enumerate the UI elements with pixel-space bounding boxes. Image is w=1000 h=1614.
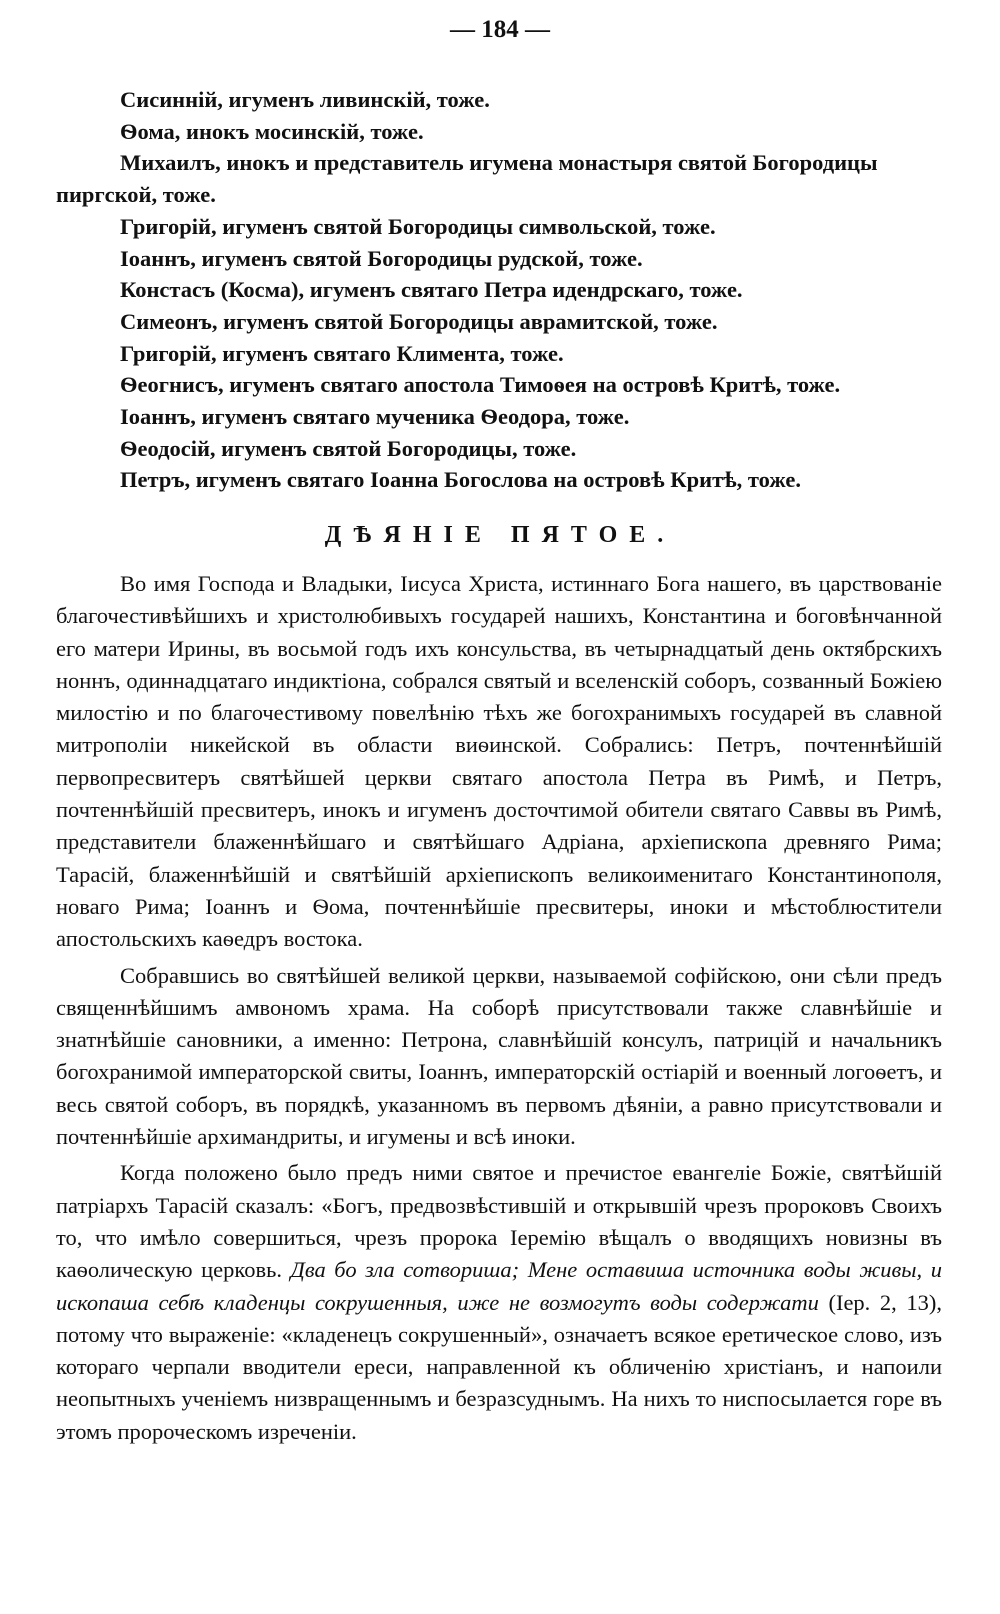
signatory-line: Сисинній, игуменъ ливинскій, тоже. [120,87,490,112]
signatory-line: Михаилъ, инокъ и представитель игумена монастыря святой Богородицы пиргской, тоже. [56,150,878,208]
signatories-list [56,84,942,496]
section-heading: ДѢЯНІЕ ПЯТОЕ. [324,522,676,548]
signatory-line: Констасъ (Косма), игуменъ святаго Петра идендрскаго, тоже. [120,277,743,303]
paragraph: Собравшись во святѣйшей великой церкви, называемой софійскою, они сѣли предъ священнѣйшимъ амвономъ храма. На соборѣ присутствовали также славнѣйшіе и знатнѣйшіе сановники, а именно: Петрона, славнѣйшій консулъ, патрицій и начальникъ богохранимой императорской свиты, Іоаннъ, императорскій остіарій и военный логоѳетъ, и весь святой соборъ, въ порядкѣ, указанномъ въ первомъ дѣяніи, а равно присутствовали и почтеннѣйшіе архимандриты, и игумены и всѣ иноки. [56,962,942,1150]
paragraph-text: (Іер. 2, 13), потому что выраженіе: «кладенецъ сокрушенный», означаетъ всякое еретическое слово, изъ котораго черпали вводители ереси, направленной къ обличенію христіанъ, и напоили неопытныхъ ученіемъ низвращеннымъ и безразсуднымъ. На нихъ то ниспосылается горе въ этомъ пророческомъ изреченіи. [56,1289,942,1444]
signatory-line: Ѳеодосій, игуменъ святой Богородицы, тоже. [120,435,577,461]
signatory-line: Ѳеогнисъ, игуменъ святаго апостола Тимоѳея на островѣ Критѣ, тоже. [120,372,841,398]
scripture-quote: Два бо зла сотвориша; Мене оставиша источника воды живы, и ископаша себѣ кладенцы сокрушенныя, иже не возмогутъ воды содержати [56,1257,942,1315]
signatory-line: Петръ, игуменъ святаго Іоанна Богослова на островѣ Критѣ, тоже. [120,467,801,493]
paragraph [56,1157,942,1448]
page-number: — 184 — [450,16,550,43]
signatory-line: Ѳома, инокъ мосинскій, тоже. [120,118,424,144]
signatory-line: Симеонъ, игуменъ святой Богородицы аврамитской, тоже. [120,308,718,334]
paragraph-text: Когда положено было предъ ними святое и пречистое евангеліе Божіе, святѣйшій патріархъ Тарасій сказалъ: «Богъ, предвозвѣстившій и открывшій чрезъ пророковъ Своихъ то, что имѣло совершиться, чрезъ пророка Іеремію вѣщалъ о вводящихъ новизны въ каѳолическую церковь. [56,1160,942,1283]
paragraph: Во имя Господа и Владыки, Іисуса Христа, истиннаго Бога нашего, въ царствованіе благочестивѣйшихъ и христолюбивыхъ государей нашихъ, Константина и боговѣнчанной его матери Ирины, въ восьмой годъ ихъ консульства, въ четырнадцатый день октябрскихъ ноннъ, одиннадцатаго индиктіона, собрался святый и вселенскій соборъ, созванный Божіею милостію и по благочестивому повелѣнію тѣхъ же богохранимыхъ государей въ славной митрополіи никейской въ области виѳинской. Собрались: Петръ, почтеннѣйшій первопресвитеръ святѣйшей церкви святаго апостола Петра въ Римѣ, и Петръ, почтеннѣйшій пресвитеръ, инокъ и игуменъ досточтимой обители святаго Саввы въ Римѣ, представители блаженнѣйшаго и святѣйшаго Адріана, архіепископа древняго Рима; Тарасій, блаженнѣйшій и святѣйшій архіепископъ великоименитаго Константинополя, новаго Рима; Іоаннъ и Ѳома, почтеннѣйшіе пресвитеры, иноки и мѣстоблюстители апостольскихъ каѳедръ востока. [56,571,942,952]
body-text [56,568,942,1452]
signatory-line: Іоаннъ, игуменъ святаго мученика Ѳеодора, тоже. [120,404,630,430]
signatory-line: Григорій, игуменъ святой Богородицы символьской, тоже. [120,213,716,239]
signatory-line: Іоаннъ, игуменъ святой Богородицы рудской, тоже. [120,245,643,271]
signatory-line: Григорій, игуменъ святаго Климента, тоже. [120,340,564,366]
